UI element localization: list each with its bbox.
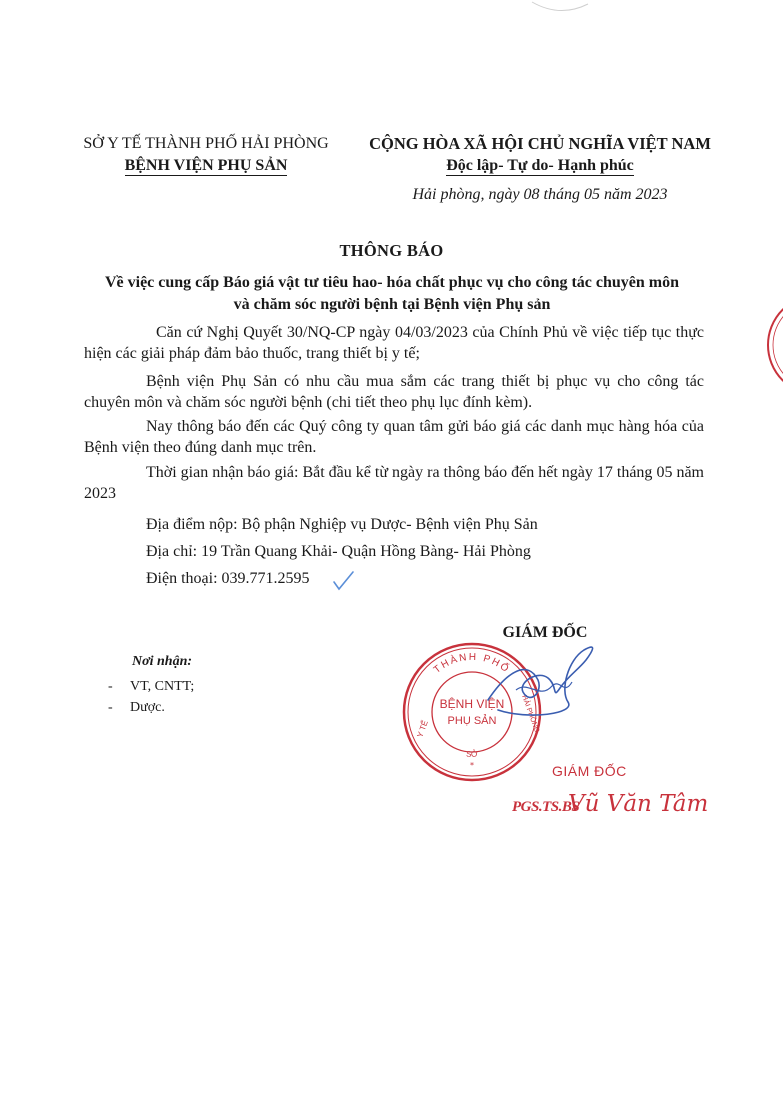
org-name: BỆNH VIỆN PHỤ SẢN <box>124 157 288 174</box>
motto-slogan: Độc lập- Tự do- Hạnh phúc <box>446 157 634 174</box>
address: Địa chỉ: 19 Trần Quang Khải- Quận Hồng Bàng- Hải Phòng <box>146 543 531 560</box>
partial-stamp-edge <box>760 290 783 400</box>
svg-text:Y TẾ: Y TẾ <box>415 719 430 739</box>
document-date: Hải phòng, ngày 08 tháng 05 năm 2023 <box>412 186 668 203</box>
list-dash: - <box>108 679 113 694</box>
svg-text:PHỤ SẢN: PHỤ SẢN <box>447 715 497 727</box>
national-motto <box>352 133 728 177</box>
issuing-organization <box>66 133 346 177</box>
signer-name: Vũ Văn Tâm <box>568 791 709 817</box>
paragraph-request: Nay thông báo đến các Quý công ty quan tâm gửi báo giá các danh mục hàng hóa của Bệnh viện theo đúng danh mục trên. <box>84 418 704 456</box>
recipients-title: Nơi nhận: <box>132 654 193 669</box>
svg-text:HẢI PHÒNG: HẢI PHÒNG <box>520 694 541 734</box>
list-dash: - <box>108 700 113 715</box>
paragraph-deadline: Thời gian nhận báo giá: Bắt đầu kể từ ngày ra thông báo đến hết ngày 17 tháng 05 năm 2023 <box>84 464 704 502</box>
svg-text:BỆNH VIỆN: BỆNH VIỆN <box>439 697 505 711</box>
svg-text:*: * <box>470 761 474 770</box>
paragraph-need: Bệnh viện Phụ Sản có nhu cầu mua sắm các trang thiết bị phục vụ cho công tác chuyên môn và chăm sóc người bệnh (chi tiết theo phụ lục đính kèm). <box>84 373 704 411</box>
paragraph-legal-basis: Căn cứ Nghị Quyết 30/NQ-CP ngày 04/03/2023 của Chính Phủ về việc tiếp tục thực hiện các giải pháp đảm bảo thuốc, trang thiết bị y tế; <box>84 324 704 362</box>
document-subject <box>80 272 704 316</box>
org-parent: SỞ Y TẾ THÀNH PHỐ HẢI PHÒNG <box>83 135 329 152</box>
stamp-signer-role: GIÁM ĐỐC <box>552 763 627 779</box>
submission-location: Địa điểm nộp: Bộ phận Nghiệp vụ Dược- Bệnh viện Phụ Sản <box>146 516 538 533</box>
handwritten-signature <box>468 630 608 740</box>
svg-text:SỞ: SỞ <box>465 749 479 759</box>
signer-role: GIÁM ĐỐC <box>502 624 588 641</box>
country-name: CỘNG HÒA XÃ HỘI CHỦ NGHĨA VIỆT NAM <box>369 134 711 153</box>
document-title: THÔNG BÁO <box>339 241 444 260</box>
list-item: - VT, CNTT; <box>108 679 195 694</box>
scan-artifact <box>530 0 590 16</box>
svg-text:THÀNH PHỐ: THÀNH PHỐ <box>431 651 513 676</box>
list-item: - Dược. <box>108 700 165 715</box>
phone-number: Điện thoại: 039.771.2595 <box>146 570 310 587</box>
subject-line-2: và chăm sóc người bệnh tại Bệnh viện Phụ sản <box>233 296 551 313</box>
signer-degree: PGS.TS.BS <box>512 799 580 815</box>
checkmark-icon <box>328 568 358 592</box>
subject-line-1: Về việc cung cấp Báo giá vật tư tiêu hao- hóa chất phục vụ cho công tác chuyên môn <box>104 274 680 291</box>
